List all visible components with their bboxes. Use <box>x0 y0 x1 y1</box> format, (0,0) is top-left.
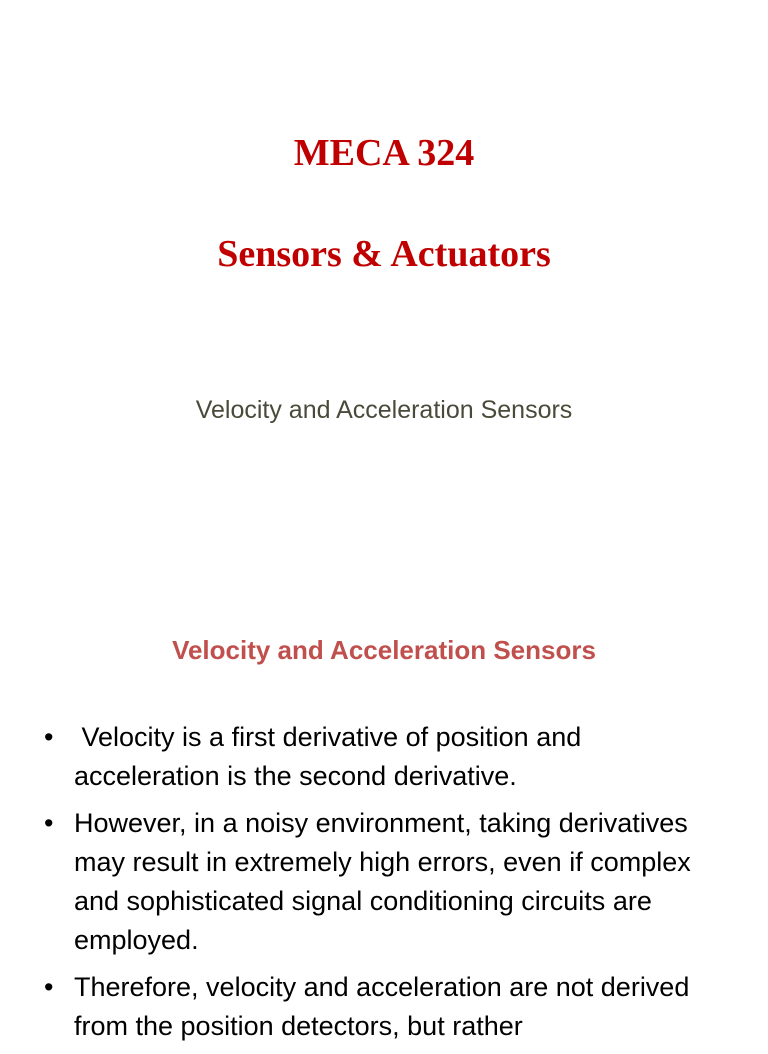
bullet-text: Therefore, velocity and acceleration are not derived from the position detectors, but rather <box>74 972 690 1041</box>
bullet-text: Velocity is a first derivative of position and acceleration is the second derivative. <box>74 722 582 791</box>
bullet-dot-icon: • <box>44 722 54 752</box>
bullet-text: However, in a noisy environment, taking derivatives may result in extremely high errors, even if complex and sophisticated signal conditioning circuits are employed. <box>74 808 691 955</box>
bullet-dot-icon: • <box>44 972 54 1002</box>
slide-subtitle: Velocity and Acceleration Sensors <box>195 396 573 424</box>
bullet-item <box>0 968 768 1046</box>
bullet-item <box>0 804 768 960</box>
course-name-heading: Sensors & Actuators <box>217 233 551 275</box>
course-code-heading: MECA 324 <box>293 132 475 174</box>
content-slide-title: Velocity and Acceleration Sensors <box>172 635 596 665</box>
content-slide <box>0 560 768 1041</box>
bullet-list <box>0 718 768 1054</box>
bullet-dot-icon: • <box>44 808 54 838</box>
bullet-item <box>0 718 768 796</box>
